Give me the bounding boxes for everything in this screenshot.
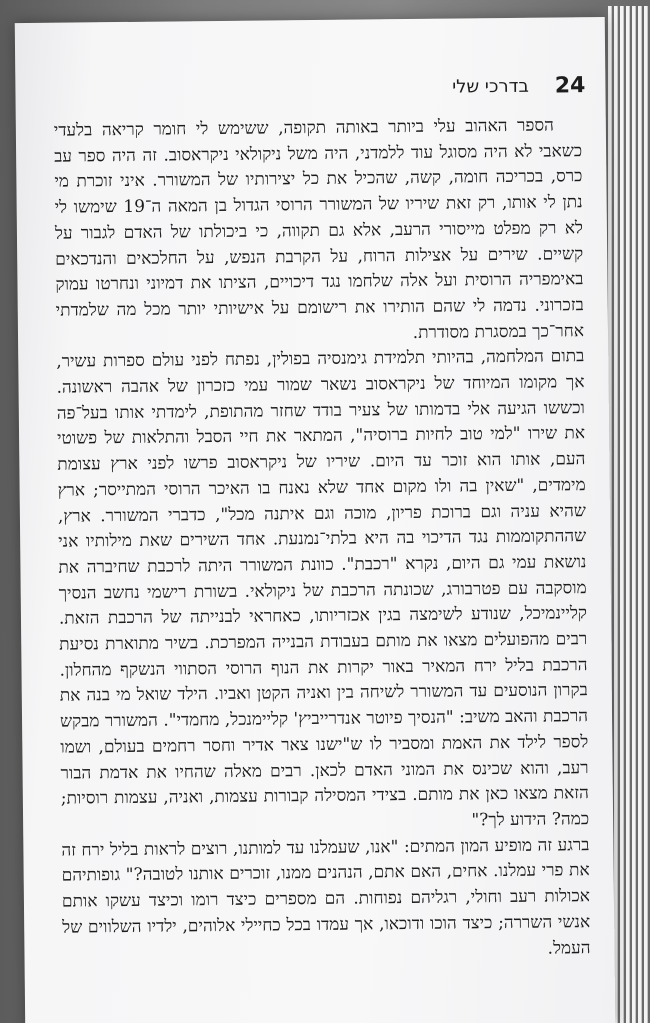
running-head: בדרכי שלי bbox=[452, 75, 529, 98]
page-edge bbox=[620, 6, 624, 1023]
page-edge bbox=[644, 6, 648, 1023]
page-edge bbox=[626, 6, 630, 1023]
body-text bbox=[54, 113, 591, 967]
book-page bbox=[15, 17, 616, 1023]
page-header bbox=[35, 65, 585, 111]
page-edge bbox=[638, 6, 642, 1023]
page-edge bbox=[632, 6, 636, 1023]
paragraph: הספר האהוב עלי ביותר באותה תקופה, ששימש לי חומר קריאה בלעדי כשאבי לא היה מסוגל עוד ללמדני, היה משל ניקולאי ניקראסוב. זה היה ספר עב כרס, בכריכה חומה, קשה, שהכיל את כל יצירותיו של המשורר. איני זוכרת מי נתן לי אותו, רק זאת שיריו של המשורר הרוסי הגדול בן המאה ה־19 שימשו לי לא רק מפלט מייסורי הרעב, אלא גם תקווה, כי ביכולתו של האדם לגבור על קשיים. שירים על אצילות הרוח, על הקרבת הנפש, על החלכאים והנדכאים באימפריה הרוסית ועל אלה שלחמו נגד דיכויים, הציתו את דמיוני ונחרטו עמוק בזכרוני. נדמה לי שהם הותירו את רישומם על אישיותי יותר מכל מה שלמדתי אחר־כך במסגרת מסודרת. bbox=[53, 115, 585, 343]
paragraph: ברגע זה מופיע המון המתים: "אנו, שעמלנו עד למותנו, רוצים לראות בליל ירח זה את פרי עמלנו. אחים, האם אתם, הנהנים ממנו, זוכרים אותנו לטובה?" גופותיהם אכולות רעב וחולי, רגליהם נפוחות. הם מספרים כיצד רומו וכיצד עשקו אותם אנשי השררה; כיצד הוכו ודוכאו, אך עמדו בכל כחיילי אלוהים, ילדיו השלווים של העמל. bbox=[61, 834, 591, 959]
page-number: 24 bbox=[554, 72, 586, 98]
paragraph: בתום המלחמה, בהיותי תלמידת גימנסיה בפולין, נפתח לפני עולם ספרות עשיר, אך מקומו המיוחד של ניקראסוב נשאר שמור עמי כזכרון של אהבה ראשונה. וכששו הגיעה אלי בדמותו של צעיר בודד שחזר מהתופת, לימדתי אותו בעל־פה את שירו "למי טוב לחיות ברוסיה", המתאר את חיי הסבל והתלאות של פשוטי העם, אותו הוא זוכר עד היום. שיריו של ניקראסוב פרשו לפני ארץ עצומת מימדים, "שאין בה ולו מקום אחד שלא נאנח בו האיכר הרוסי המתייסר; ארץ שהיא עניה וגם ברוכת פריון, מוכה וגם איתנה מכל", כדברי המשורר. ארץ, שההתקוממות נגד הדיכוי בה היא בלתי־נמנעת. אחד השירים שאת מילותיו אני נושאת עמי גם היום, נקרא "רכבת". כוונת המשורר היתה לרכבת שחיברה את מוסקבה עם פטרבורג, שכונתה הרכבת של ניקולאי. בשורת רישמי נחשב הנסיך קליינמיכל, שנודע לשימצה בגין אכזריותו, כאחראי לבנייתה של הרכבת הזאת. רבים מהפועלים מצאו את מותם בעבודת הבנייה המפרכת. בשיר מתוארת נסיעת הרכבת בליל ירח המאיר באור יקרות את הנוף הרוסי הסתווי הנשקף מהחלון. בקרון הנוסעים עד המשורר לשיחה בין ואניה הקטן ואביו. הילד שואל מי בנה את הרכבת והאב משיב: "הנסיך פיוטר אנדרייביץ' קליימנכל, מחמדי". המשורר מבקש לספר לילד את האמת ומסביר לו ש"ישנו צאר אדיר וחסר רחמים בעולם, ושמו רעב, והוא שכינס את המוני האדם לכאן. רבים מאלה שהחיו את אדמת הבור הזאת מצאו כאן את מותם. בצידי המסילה קבורות עצמות, ואניה, עצמות רוסיות; כמה? הידוע לך?" bbox=[56, 346, 590, 831]
page-edge bbox=[614, 6, 618, 1023]
